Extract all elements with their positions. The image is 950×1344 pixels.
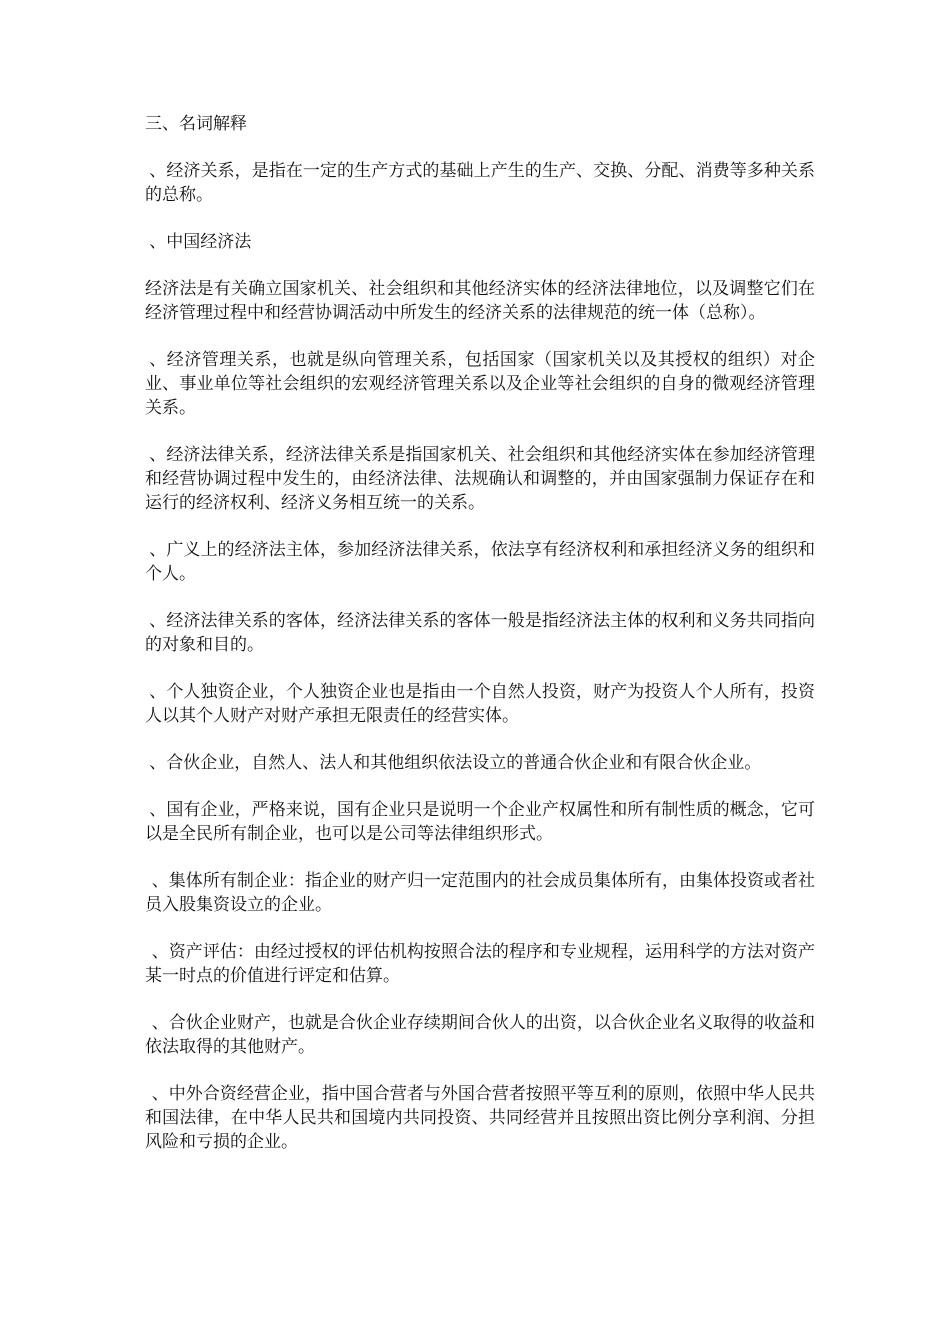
document-page (145, 112, 815, 1177)
term-asset-appraisal: 、资产评估：由经过授权的评估机构按照合法的程序和专业规程，运用科学的方法对资产某一时点的价值进行评定和估算。 (145, 942, 815, 986)
term-state-owned-enterprise: 、国有企业，严格来说，国有企业只是说明一个企业产权属性和所有制性质的概念，它可以是全民所有制企业，也可以是公司等法律组织形式。 (145, 800, 815, 844)
term-collective-enterprise: 、集体所有制企业：指企业的财产归一定范围内的社会成员集体所有，由集体投资或者社员入股集资设立的企业。 (145, 871, 815, 915)
term-partnership-property: 、合伙企业财产，也就是合伙企业存续期间合伙人的出资，以合伙企业名义取得的收益和依法取得的其他财产。 (145, 1013, 815, 1057)
term-economic-management-relations: 、经济管理关系，也就是纵向管理关系，包括国家（国家机关以及其授权的组织）对企业、事业单位等社会组织的宏观经济管理关系以及企业等社会组织的自身的微观经济管理关系。 (145, 350, 815, 418)
term-partnership: 、合伙企业，自然人、法人和其他组织依法设立的普通合伙企业和有限合伙企业。 (149, 753, 762, 773)
term-economic-law-subject: 、广义上的经济法主体，参加经济法律关系，依法享有经济权利和承担经济义务的组织和个人。 (145, 540, 815, 584)
definition-economic-law: 经济法是有关确立国家机关、社会组织和其他经济实体的经济法律地位，以及调整它们在经济管理过程中和经营协调活动中所发生的经济关系的法律规范的统一体（总称）。 (145, 279, 815, 323)
term-chinese-economic-law: 、中国经济法 (149, 232, 252, 252)
term-economic-relations: 、经济关系，是指在一定的生产方式的基础上产生的生产、交换、分配、消费等多种关系的总称。 (145, 161, 815, 205)
term-object-of-legal-relations: 、经济法律关系的客体，经济法律关系的客体一般是指经济法主体的权利和义务共同指向的对象和目的。 (145, 611, 815, 655)
term-economic-legal-relations: 、经济法律关系，经济法律关系是指国家机关、社会组织和其他经济实体在参加经济管理和经营协调过程中发生的，由经济法律、法规确认和调整的，并由国家强制力保证存在和运行的经济权利、经济义务相互统一的关系。 (145, 445, 815, 513)
section-heading: 三、名词解释 (145, 114, 247, 134)
term-sino-foreign-joint-venture: 、中外合资经营企业，指中国合营者与外国合营者按照平等互利的原则，依照中华人民共和国法律，在中华人民共和国境内共同投资、共同经营并且按照出资比例分享利润、分担风险和亏损的企业。 (145, 1084, 815, 1152)
term-sole-proprietorship: 、个人独资企业，个人独资企业也是指由一个自然人投资，财产为投资人个人所有，投资人以其个人财产对财产承担无限责任的经营实体。 (145, 682, 815, 726)
